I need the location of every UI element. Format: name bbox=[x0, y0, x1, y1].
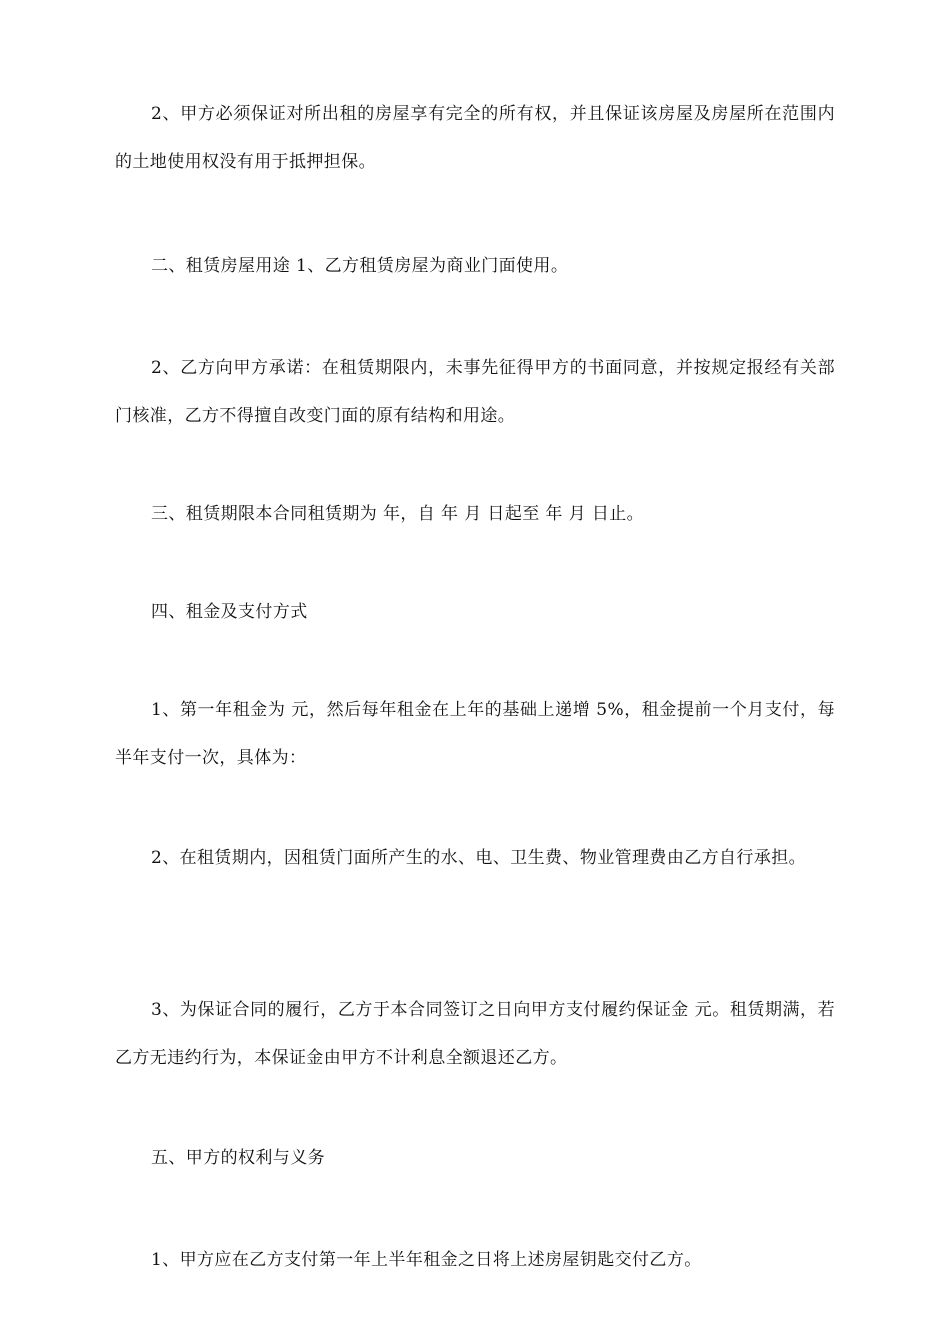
paragraph-utility-fees: 2、在租赁期内，因租赁门面所产生的水、电、卫生费、物业管理费由乙方自行承担。 bbox=[151, 848, 807, 868]
paragraph-ownership-guarantee: 2、甲方必须保证对所出租的房屋享有完全的所有权，并且保证该房屋及房屋所在范围内的土地使用权没有用于抵押担保。 bbox=[115, 104, 835, 172]
paragraph-deposit: 3、为保证合同的履行，乙方于本合同签订之日向甲方支付履约保证金 元。租赁期满，若乙方无违约行为，本保证金由甲方不计利息全额退还乙方。 bbox=[115, 1000, 835, 1068]
paragraph-key-delivery: 1、甲方应在乙方支付第一年上半年租金之日将上述房屋钥匙交付乙方。 bbox=[151, 1250, 702, 1270]
paragraph-structure-commitment: 2、乙方向甲方承诺：在租赁期限内，未事先征得甲方的书面同意，并按规定报经有关部门核准，乙方不得擅自改变门面的原有结构和用途。 bbox=[115, 358, 835, 426]
heading-rent-payment: 四、租金及支付方式 bbox=[151, 602, 308, 622]
paragraph-lease-term: 三、租赁期限本合同租赁期为 年，自 年 月 日起至 年 月 日止。 bbox=[151, 504, 645, 524]
heading-lessor-rights: 五、甲方的权利与义务 bbox=[151, 1148, 325, 1168]
paragraph-first-year-rent: 1、第一年租金为 元，然后每年租金在上年的基础上递增 5%，租金提前一个月支付，每半年支付一次，具体为： bbox=[115, 700, 835, 768]
paragraph-lease-purpose: 二、租赁房屋用途 1、乙方租赁房屋为商业门面使用。 bbox=[151, 256, 569, 276]
